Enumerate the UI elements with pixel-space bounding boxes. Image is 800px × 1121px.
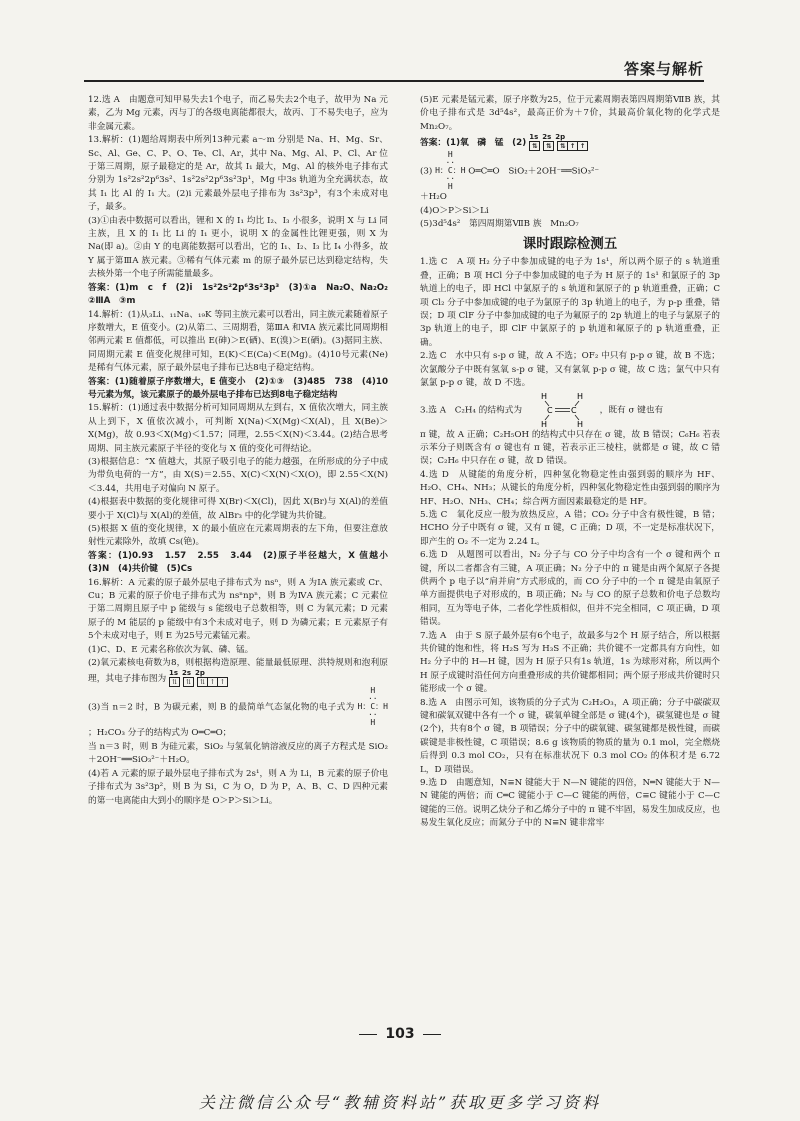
answer-4: 4.选 D 从键能的角度分析，四种氢化物稳定性由强到弱的顺序为 HF、H₂O、CH₄、NH₃；从键长的角度分析，四种氢化物稳定性由强到弱的顺序为 HF、H₂O、NH₃、CH₄；综合两方面因素最稳定的是 HF。 [420, 469, 720, 507]
answer-13-part1: 13.解析：(1)题给周期表中所列13种元素 a～m 分别是 Na、H、Mg、Sr、Sc、Al、Ge、C、P、O、Te、Cl、Ar，其中 Na、Mg、Al、P、Cl、Ar 位于第三周期，原子最稳定的是 Ar，故其 I₁ 最大，Mg、Al 的核外电子排布式分别为 1s²2s²2p⁶3s²、1s²2s²2p⁶3s²3p¹，Mg 中3s 轨道为全充满状态，故其 I₁ 比 Al 的 I₁ 大。(2)i 元素最外层电子排布为 3s²3p³，有3个未成对电子，最多。 [88, 135, 388, 213]
answer-13-key: 答案：(1)m c f (2)i 1s²2s²2p⁶3s²3p³ (3)①a Na₂O、Na₂O₂ ②ⅢA ③m [88, 282, 397, 307]
answer-15-part4: (5)根据 X 值的变化规律，X 的最小值应在元素周期表的左下角，但要注意放射性元素除外，故填 Cs(铯)。 [88, 524, 388, 548]
svg-text:H: H [576, 419, 583, 429]
answer-16-key-3: (4)O＞P＞Si＞Li [420, 205, 489, 216]
answer-14-part1: 14.解析：(1)从₃Li、₁₁Na、₁₉K 等同主族元素可以看出，同主族元素随着原子序数增大，E 值变小。(2)从第二、三周期看，第ⅢA 和ⅥA 族元素比同周期相邻两元素 E 值都低，可以推出 E(砷)＞E(硒)、E(溴)＞E(硒)。(3)据同主族、同周期元素 E 值变化规律可知，E(K)＜E(Ca)＜E(Mg)。(4)10号元素(Ne)是稀有气体元素，原子最外层电子排布已达8电子稳定结构。 [88, 309, 388, 374]
answer-16-part6: (4)若 A 元素的原子最外层电子排布式为 2s¹，则 A 为 Li，B 元素的原子价电子排布式为 3s²3p²，则 B 为 Si，C 为 O，D 为 P，A、B、C、D 四种元素的第一电离能由大到小的顺序是 O＞P＞Si＞Li。 [88, 768, 388, 806]
answer-16-part2: (1)C、D、E 元素名称依次为氧、磷、锰。 [88, 644, 254, 655]
answer-14-key: 答案：(1)随着原子序数增大，E 值变小 (2)①③ (3)485 738 (4)10号元素为氖，该元素原子的最外层电子排布已达到8电子稳定结构 [88, 376, 388, 400]
answer-8: 8.选 A 由图示可知，该物质的分子式为 C₂H₂O₃，A 项正确；分子中碳碳双键和碳氧双键中各有一个 σ 键，碳氧单键全部是 σ 键(4个)，碳氢键也是 σ 键(2个)，共有8个 σ 键，B 项错误；分子中的碳氧键、碳氢键都是极性键，而碳碳键是非极性键，C 项错误；8.6 g 该物质的物质的量为 0.1 mol，完全燃烧后得到 0.3 mol CO₂，只有在标准状况下 0.3 mol CO₂ 的体积才是 6.72 L，D 项错误。 [420, 697, 720, 775]
answer-16-part3 [88, 657, 388, 687]
answer-15-part1: 15.解析：(1)通过表中数据分析可知同周期从左到右，X 值依次增大，同主族从上到下，X 值依次减小，可判断 X(Na)＜X(Mg)＜X(Al)，且 X(Be)＞X(Mg)，故 0.93＜X(Mg)＜1.57；同理，2.55＜X(N)＜3.44。(2)结合思考周期、同主族元素原子半径的变化与 X 值的变化可得结论。 [88, 403, 388, 454]
answer-3-cont: π 键，故 A 正确；C₂H₅OH 的结构式中只存在 σ 键，故 B 错误；C₆H₆ 若表示苯分子则既含有 σ 键也有 π 键，若表示正三棱柱，就都是 σ 键，故 C 错误；C₂H₆ 中只存在 σ 键，故 D 错误。 [420, 429, 720, 467]
answer-5: 5.选 C 氧化反应一般为放热反应，A 错；CO₂ 分子中含有极性键，B 错；HCHO 分子中既有 σ 键，又有 π 键，C 正确；D 项，不一定是标准状况下，即产生的 O₂ 不一定为 2.24 L。 [420, 509, 720, 547]
svg-text:H: H [576, 391, 583, 401]
answer-3: 3.选 A C₂H₄ 的结构式为 H H C C H H ，既有 σ 键也有 [420, 391, 664, 429]
answer-1: 1.选 C A 项 H₂ 分子中参加成键的电子为 1s¹，所以两个原子的 s 轨道重叠，正确；B 项 HCl 分子中参加成键的电子为 H 原子的 1s¹ 和氯原子的 3p 轨道上的电子，即 HCl 中氯原子的 s 轨道和氯原子的 p 轨道重叠，正确；C 项 Cl₂ 分子中参加成键的电子为氯原子的 3p 轨道上的电子，为 p-p 重叠，错误；D 项 ClF 分子中参加成键的电子为氟原子的 2p 轨道上的电子与氯原子的 3p 轨道上的电子，即 ClF 中氯原子的 p 轨道和氟原子的 p 轨道重叠，正确。 [420, 257, 720, 348]
answer-13-part2: (3)①由表中数据可以看出，锂和 X 的 I₁ 均比 I₂、I₃ 小很多，说明 X 与 Li 同主族，且 X 的 I₁ 比 Li 的 I₁ 更小，说明 X 的金属性比锂更强，则 X 为 Na(即 a)。②由 Y 的电离能数据可以看出，它的 I₁、I₂、I₃ 比 I₄ 小得多，故 Y 属于第ⅢA 族元素。③稀有气体元素 m 的原子最外层已达到稳定结构，失去核外第一个电子所需能量最多。 [88, 215, 388, 280]
answer-15-part3: (4)根据表中数据的变化规律可得 X(Br)＜X(Cl)，因此 X(Br)与 X(Al)的差值要小于 X(Cl)与 X(Al)的差值，故 AlBr₃ 中的化学键为共价键。 [88, 497, 388, 521]
answer-16-part5: 当 n＝3 时，则 B 为硅元素，SiO₂ 与氢氧化钠溶液反应的离子方程式是 SiO₂＋2OH⁻══SiO₃²⁻＋H₂O。 [88, 741, 388, 766]
answer-9: 9.选 D 由题意知，N≡N 键能大于 N—N 键能的四倍，N═N 键能大于 N—N 键能的两倍；而 C═C 键能小于 C—C 键能的两倍，C≡C 键能小于 C—C 键能的三倍。说明乙炔分子和乙烯分子中的 π 键不牢固，易发生加成反应，也易发生氧化反应；而氮分子中的 N≡N 键非常牢 [420, 778, 720, 829]
ethene-structure [525, 391, 597, 429]
answer-16-key-2: (3) H ·· H：C：H ·· H O═C═O SiO₂＋2OH⁻══SiO₃²⁻ [420, 150, 600, 192]
answer-2: 2.选 C 水中只有 s-p σ 键，故 A 不选；OF₂ 中只有 p-p σ 键，故 B 不选；次氯酸分子中既有氢氧 s-p σ 键，又有氯氧 p-p σ 键，故 C 选；氯气中只有氯氯 p-p σ 键，故 D 不选。 [420, 351, 720, 389]
answer-16-part1: 16.解析：A 元素的原子最外层电子排布式为 nsⁿ，则 A 为ⅠA 族元素或 Cr、Cu；B 元素的原子价电子排布式为 nsⁿnpⁿ，则 B 为ⅣA 族元素；C 元素位于第二周期且原子中 p 能级与 s 能级电子总数相等，则 C 为氧元素；D 元素原子的 M 能层的 p 能级中有3个未成对电子，则 D 为磷元素；E 元素原子有5个未成对电子，则 E 为25号元素锰元素。 [88, 577, 388, 642]
answer-16-orbital-text: (2)氧元素核电荷数为8，则根据构造原理、能量最低原理、洪特规则和泡利原理，其电子排布图为 [88, 658, 388, 685]
footer-note: 关注微信公众号“教辅资料站”获取更多学习资料 [198, 1093, 602, 1112]
page-header [84, 58, 704, 82]
svg-text:H: H [540, 391, 547, 401]
left-column [88, 94, 397, 808]
svg-text:C: C [546, 405, 553, 415]
orbital-diagram-right: 1s 2s 2p ⇅ ⇅ ⇅ ↑ ↑ [529, 134, 587, 151]
svg-text:C: C [570, 405, 577, 415]
answer-16-key-2b: ＋H₂O [420, 192, 447, 203]
right-column [420, 94, 720, 831]
answer-6: 6.选 D 从题图可以看出，N₂ 分子与 CO 分子中均含有一个 σ 键和两个 π 键，所以二者都含有三键，A 项正确；N₂ 分子中的 π 键是由两个氮原子各提供两个 p 电子以“肩并肩”方式形成的，而 CO 分子中的一个 π 键是由氧原子单方面提供电子对形成的，B 项正确；N₂ 与 CO 的原子总数和价电子总数均相同，互为等电子体，二者化学性质相似，但并不完全相同，C 项正确，D 项错误。 [420, 550, 720, 628]
page-number: 103 [0, 1026, 800, 1042]
answer-7: 7.选 A 由于 S 原子最外层有6个电子，故最多与2个 H 原子结合，所以根据共价键的饱和性，将 H₂S 写为 H₃S 不正确；共价键不一定都具有方向性，如 H₂ 分子中的 H—H 键，因为 H 原子只有1s 轨道，1s 为球形对称，所以两个 H 原子成键时沿任何方向重叠形成的共价键都相同；两个原子形成共价键时只能形成一个 σ 键。 [420, 630, 720, 695]
answer-15-key: 答案：(1)0.93 1.57 2.55 3.44 (2)原子半径越大，X 值越小 (3)N (4)共价键 (5)Cs [88, 550, 397, 575]
answer-15-part2: (3)根据信息：“X 值越大，其原子吸引电子的能力越强，在所形成的分子中成为带负电荷的一方”，由 X(S)＝2.55、X(C)＜X(N)＜X(O)，即 2.55＜X(N)＜3.44，共用电子对偏向 N 原子。 [88, 456, 388, 494]
answer-16-part7: (5)E 元素是锰元素，原子序数为25，位于元素周期表第四周期第ⅦB 族，其价电子排布式是 3d⁵4s²，最高正价为＋7价，其最高价氧化物的化学式是 Mn₂O₇。 [420, 95, 720, 132]
orbital-diagram-left: 1s 2s 2p ⇅ ⇅ ⇅ ↑ ↑ [169, 670, 227, 687]
section-title: 课时跟踪检测五 [522, 236, 618, 253]
answer-16-key-1: 答案：(1)氧 磷 锰 (2) 1s 2s 2p ⇅ ⇅ ⇅ ↑ ↑ [420, 134, 720, 151]
methane-electron-dot: H ·· H：C：H ·· H [357, 686, 388, 728]
header-title: 答案与解析 [623, 60, 704, 78]
methane-electron-dot-key: H ·· H：C：H ·· H [435, 150, 466, 192]
answer-12: 12.选 A 由题意可知甲易失去1个电子，而乙易失去2个电子，故甲为 Na 元素，乙为 Mg 元素，丙与丁的各级电离能都很大，故丙、丁不易失电子，应为非金属元素。 [88, 95, 388, 132]
svg-text:H: H [540, 419, 547, 429]
answer-16-part4: (3)当 n＝2 时，B 为碳元素，则 B 的最简单气态氢化物的电子式为 H ·· H：C：H ·· H ；H₂CO₃ 分子的结构式为 O═C═O； [88, 686, 388, 739]
answer-16-key-4: (5)3d⁵4s² 第四周期第ⅦB 族 Mn₂O₇ [420, 219, 579, 230]
